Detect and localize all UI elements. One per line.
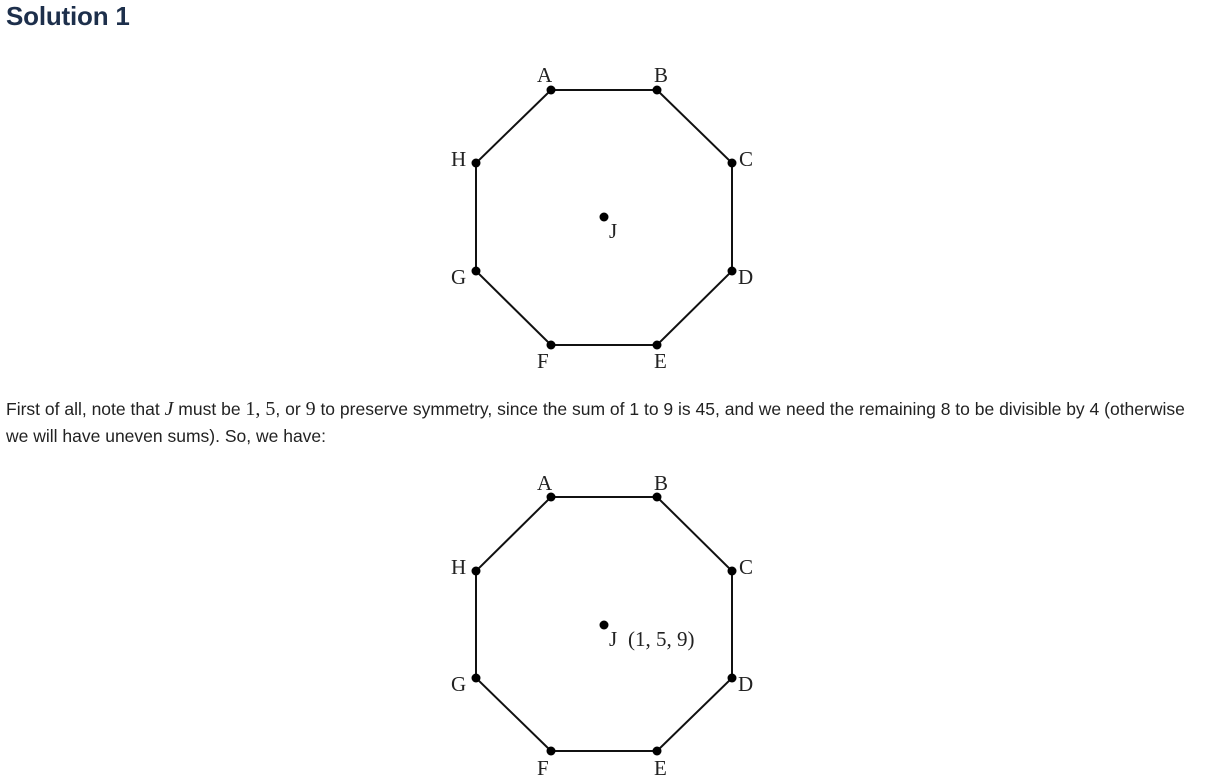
para-text-1: First of all, note that [6,399,165,419]
vertex-dot-g [472,674,481,683]
math-var-j: J [164,398,174,420]
vertex-dot-h [472,567,481,576]
vertex-label-a: A [537,471,553,495]
vertex-label-b: B [654,471,669,495]
solution-title: Solution 1 [6,1,130,31]
vertex-label-c: C [739,555,754,579]
center-label-j: J [609,219,618,243]
para-text-2: must be [173,399,246,419]
vertex-label-b: B [654,63,669,87]
vertex-label-c: C [739,147,754,171]
para-text-3: , or [275,399,306,419]
math-num-5: 5 [265,398,276,420]
math-num-9: 9 [305,398,316,420]
vertex-label-h: H [451,555,467,579]
vertex-dot-c [728,567,737,576]
math-comma: , [255,398,266,420]
vertex-dot-d [728,674,737,683]
vertex-label-e: E [654,756,667,780]
vertex-label-e: E [654,349,667,373]
math-num-1: 1 [245,398,256,420]
center-values-label: (1, 5, 9) [628,627,695,651]
vertex-dot-e [653,747,662,756]
vertex-label-f: F [537,349,549,373]
vertex-dot-f [547,747,556,756]
vertex-label-d: D [738,672,754,696]
vertex-label-f: F [537,756,549,780]
vertex-label-h: H [451,147,467,171]
vertex-dots [472,493,737,756]
center-label-j: J [609,627,618,651]
para-text-4: to preserve symmetry, since the sum of 1 to 9 is 45, and we need the remaining 8 to be divisible by 4 (otherwise we will have uneven sums). So, we have: [6,399,1185,446]
vertex-label-g: G [451,265,467,289]
vertex-label-g: G [451,672,467,696]
vertex-label-a: A [537,63,553,87]
vertex-label-d: D [738,265,754,289]
center-dot-j [600,621,609,630]
